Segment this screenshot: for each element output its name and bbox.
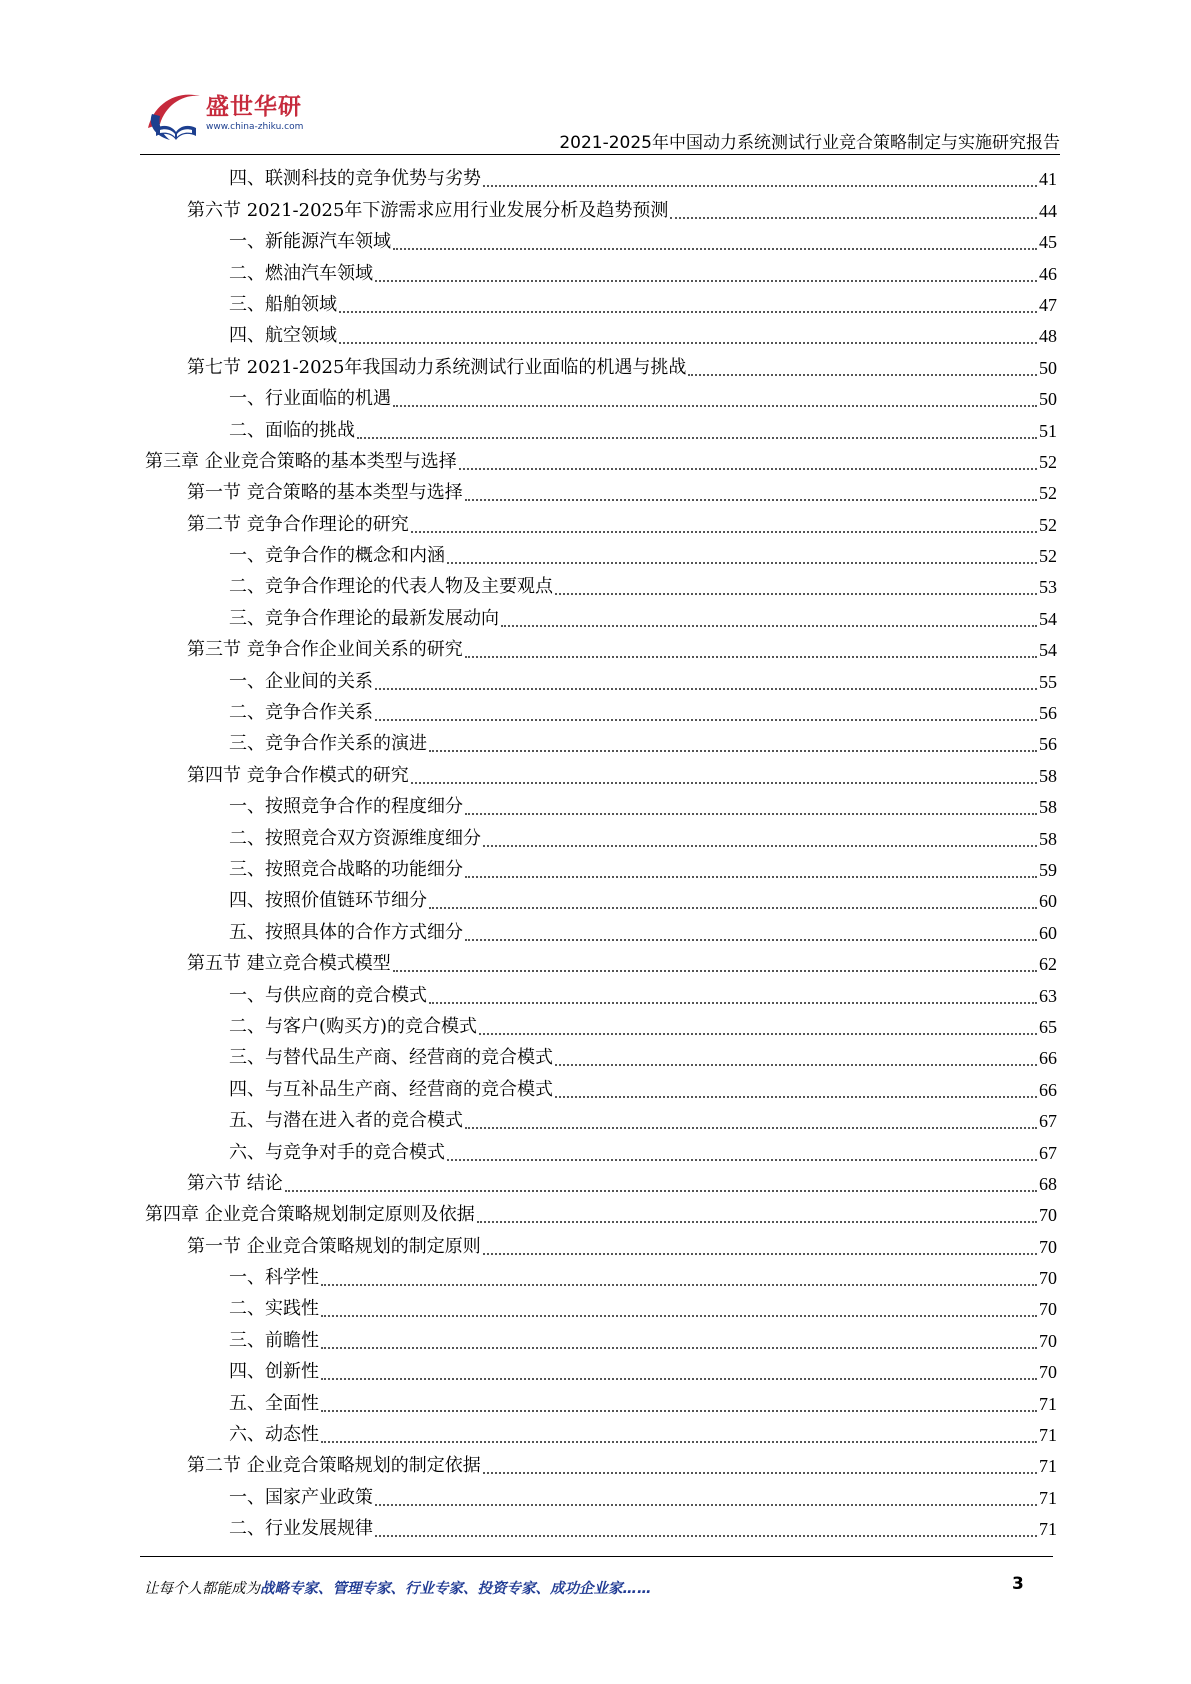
logo-name: 盛世华研 — [206, 94, 302, 120]
toc-entry[interactable] — [145, 976, 1057, 1007]
toc-entry-page: 60 — [1039, 891, 1057, 912]
toc-entry-page: 59 — [1039, 859, 1057, 880]
page-number: 3 — [1012, 1574, 1024, 1594]
toc-entry-title: 四、与互补品生产商、经营商的竞合模式 — [229, 1078, 553, 1100]
toc-dot-leader — [429, 1002, 1037, 1004]
toc-dot-leader — [411, 782, 1037, 784]
toc-dot-leader — [555, 1096, 1037, 1098]
toc-entry-title: 二、行业发展规律 — [229, 1518, 373, 1540]
toc-entry-page: 52 — [1039, 483, 1057, 504]
toc-entry-page: 56 — [1039, 703, 1057, 724]
toc-entry-page: 52 — [1039, 546, 1057, 567]
toc-entry-title: 三、竞争合作理论的最新发展动向 — [229, 607, 499, 629]
toc-entry[interactable] — [145, 1478, 1057, 1509]
toc-dot-leader — [411, 531, 1037, 533]
book-swoosh-icon — [140, 84, 204, 148]
toc-entry-title: 六、动态性 — [229, 1424, 319, 1446]
toc-entry[interactable] — [145, 1227, 1057, 1258]
toc-dot-leader — [321, 1315, 1037, 1317]
toc-dot-leader — [465, 499, 1037, 501]
toc-entry[interactable] — [145, 254, 1057, 285]
toc-entry-page: 54 — [1039, 608, 1057, 629]
toc-entry[interactable] — [145, 1102, 1057, 1133]
footer-slogan — [144, 1577, 652, 1598]
toc-dot-leader — [429, 907, 1037, 909]
toc-dot-leader — [393, 970, 1037, 972]
toc-entry[interactable] — [145, 348, 1057, 379]
toc-entry-page: 65 — [1039, 1016, 1057, 1037]
toc-entry-page: 50 — [1039, 389, 1057, 410]
toc-entry-title: 第三章 企业竞合策略的基本类型与选择 — [145, 450, 457, 472]
toc-entry-page: 71 — [1039, 1456, 1057, 1477]
toc-entry-page: 70 — [1039, 1362, 1057, 1383]
toc-dot-leader — [670, 217, 1037, 219]
toc-entry-page: 70 — [1039, 1236, 1057, 1257]
toc-dot-leader — [483, 1472, 1037, 1474]
toc-entry[interactable] — [145, 505, 1057, 536]
toc-entry-page: 66 — [1039, 1048, 1057, 1069]
toc-entry-page: 71 — [1039, 1519, 1057, 1540]
toc-entry-title: 第二节 企业竞合策略规划的制定依据 — [187, 1455, 481, 1477]
toc-entry[interactable] — [145, 380, 1057, 411]
toc-entry[interactable] — [145, 788, 1057, 819]
toc-entry-title: 一、行业面临的机遇 — [229, 388, 391, 410]
toc-entry-page: 51 — [1039, 420, 1057, 441]
toc-entry-page: 62 — [1039, 954, 1057, 975]
toc-entry-title: 二、竞争合作理论的代表人物及主要观点 — [229, 576, 553, 598]
toc-dot-leader — [483, 1253, 1037, 1255]
toc-entry-title: 六、与竞争对手的竞合模式 — [229, 1141, 445, 1163]
toc-entry-title: 四、按照价值链环节细分 — [229, 890, 427, 912]
toc-entry-title: 一、国家产业政策 — [229, 1486, 373, 1508]
toc-entry[interactable] — [145, 317, 1057, 348]
toc-dot-leader — [447, 562, 1037, 564]
toc-entry-title: 五、按照具体的合作方式细分 — [229, 921, 463, 943]
toc-entry-title: 三、与替代品生产商、经营商的竞合模式 — [229, 1047, 553, 1069]
toc-entry[interactable] — [145, 160, 1057, 191]
toc-dot-leader — [375, 719, 1037, 721]
toc-dot-leader — [465, 813, 1037, 815]
toc-entry-title: 第六节 结论 — [187, 1172, 283, 1194]
toc-dot-leader — [393, 248, 1037, 250]
toc-entry-title: 二、燃油汽车领域 — [229, 262, 373, 284]
page-header — [140, 78, 1060, 158]
toc-entry-title: 一、按照竞争合作的程度细分 — [229, 796, 463, 818]
toc-entry[interactable] — [145, 945, 1057, 976]
toc-entry-page: 63 — [1039, 985, 1057, 1006]
toc-dot-leader — [339, 311, 1037, 313]
toc-entry-title: 一、企业间的关系 — [229, 670, 373, 692]
toc-dot-leader — [375, 1535, 1037, 1537]
toc-dot-leader — [465, 656, 1037, 658]
toc-entry[interactable] — [145, 1321, 1057, 1352]
toc-dot-leader — [285, 1190, 1037, 1192]
toc-entry-title: 四、创新性 — [229, 1361, 319, 1383]
toc-entry-page: 41 — [1039, 169, 1057, 190]
toc-entry[interactable] — [145, 882, 1057, 913]
toc-entry-page: 70 — [1039, 1299, 1057, 1320]
toc-entry-title: 二、按照竞合双方资源维度细分 — [229, 827, 481, 849]
toc-entry-page: 46 — [1039, 263, 1057, 284]
footer-slogan-prefix: 让每个人都能成为 — [144, 1581, 260, 1597]
toc-dot-leader — [465, 939, 1037, 941]
toc-dot-leader — [555, 593, 1037, 595]
toc-dot-leader — [339, 342, 1037, 344]
toc-entry[interactable] — [145, 1008, 1057, 1039]
toc-entry-title: 四、航空领域 — [229, 325, 337, 347]
toc-dot-leader — [477, 1221, 1037, 1223]
toc-dot-leader — [501, 625, 1037, 627]
toc-entry-page: 70 — [1039, 1205, 1057, 1226]
toc-entry-title: 第二节 竞争合作理论的研究 — [187, 513, 409, 535]
toc-entry[interactable] — [145, 913, 1057, 944]
toc-entry-title: 五、全面性 — [229, 1392, 319, 1414]
toc-entry-page: 71 — [1039, 1393, 1057, 1414]
toc-entry-title: 第四章 企业竞合策略规划制定原则及依据 — [145, 1204, 475, 1226]
toc-entry-page: 66 — [1039, 1079, 1057, 1100]
toc-entry[interactable] — [145, 1133, 1057, 1164]
toc-dot-leader — [447, 1159, 1037, 1161]
toc-dot-leader — [465, 876, 1037, 878]
toc-dot-leader — [321, 1441, 1037, 1443]
toc-entry[interactable] — [145, 1416, 1057, 1447]
toc-entry-page: 53 — [1039, 577, 1057, 598]
footer-divider — [140, 1556, 1053, 1557]
toc-entry-title: 第五节 建立竞合模式模型 — [187, 953, 391, 975]
toc-entry-page: 58 — [1039, 797, 1057, 818]
toc-entry[interactable] — [145, 1384, 1057, 1415]
toc-dot-leader — [375, 688, 1037, 690]
toc-entry[interactable] — [145, 725, 1057, 756]
toc-entry-title: 第四节 竞争合作模式的研究 — [187, 764, 409, 786]
toc-entry-title: 三、竞争合作关系的演进 — [229, 733, 427, 755]
toc-dot-leader — [483, 845, 1037, 847]
toc-entry[interactable] — [145, 1196, 1057, 1227]
toc-dot-leader — [459, 468, 1037, 470]
toc-entry-title: 第七节 2021-2025年我国动力系统测试行业面临的机遇与挑战 — [187, 356, 687, 378]
toc-dot-leader — [479, 1033, 1037, 1035]
toc-entry-title: 三、船舶领域 — [229, 293, 337, 315]
toc-entry[interactable] — [145, 819, 1057, 850]
toc-entry-title: 一、科学性 — [229, 1267, 319, 1289]
toc-entry-page: 67 — [1039, 1111, 1057, 1132]
toc-entry-page: 48 — [1039, 326, 1057, 347]
table-of-contents — [145, 160, 1057, 1541]
toc-dot-leader — [483, 185, 1037, 187]
toc-entry-title: 第一节 企业竞合策略规划的制定原则 — [187, 1235, 481, 1257]
toc-dot-leader — [321, 1410, 1037, 1412]
toc-entry-title: 二、面临的挑战 — [229, 419, 355, 441]
toc-entry[interactable] — [145, 599, 1057, 630]
toc-dot-leader — [465, 1127, 1037, 1129]
toc-entry[interactable] — [145, 1165, 1057, 1196]
toc-entry-title: 四、联测科技的竞争优势与劣势 — [229, 168, 481, 190]
toc-entry-page: 67 — [1039, 1142, 1057, 1163]
toc-entry-page: 60 — [1039, 922, 1057, 943]
toc-entry[interactable] — [145, 694, 1057, 725]
toc-entry-title: 一、新能源汽车领域 — [229, 231, 391, 253]
toc-entry-title: 二、竞争合作关系 — [229, 702, 373, 724]
toc-entry[interactable] — [145, 411, 1057, 442]
toc-entry[interactable] — [145, 1259, 1057, 1290]
toc-entry-title: 一、与供应商的竞合模式 — [229, 984, 427, 1006]
toc-entry[interactable] — [145, 662, 1057, 693]
toc-entry-title: 五、与潜在进入者的竞合模式 — [229, 1110, 463, 1132]
toc-entry-page: 47 — [1039, 294, 1057, 315]
toc-entry-title: 二、实践性 — [229, 1298, 319, 1320]
toc-entry[interactable] — [145, 631, 1057, 662]
footer-slogan-highlight: 战略专家、管理专家、行业专家、投资专家、成功企业家…… — [260, 1581, 652, 1597]
toc-entry[interactable] — [145, 223, 1057, 254]
logo-url: www.china-zhiku.com — [206, 122, 304, 132]
toc-entry[interactable] — [145, 851, 1057, 882]
toc-entry-title: 一、竞争合作的概念和内涵 — [229, 545, 445, 567]
toc-entry[interactable] — [145, 568, 1057, 599]
header-divider — [140, 154, 1060, 155]
toc-dot-leader — [357, 437, 1037, 439]
toc-entry[interactable] — [145, 1290, 1057, 1321]
toc-entry[interactable] — [145, 1510, 1057, 1541]
toc-entry-page: 71 — [1039, 1487, 1057, 1508]
toc-entry-title: 三、按照竞合战略的功能细分 — [229, 858, 463, 880]
toc-dot-leader — [321, 1347, 1037, 1349]
toc-entry-title: 二、与客户(购买方)的竞合模式 — [229, 1015, 478, 1037]
toc-entry[interactable] — [145, 474, 1057, 505]
toc-entry[interactable] — [145, 756, 1057, 787]
toc-entry-page: 71 — [1039, 1425, 1057, 1446]
report-title: 2021-2025年中国动力系统测试行业竞合策略制定与实施研究报告 — [559, 133, 1060, 153]
toc-dot-leader — [429, 750, 1037, 752]
toc-entry-page: 55 — [1039, 671, 1057, 692]
toc-entry[interactable] — [145, 537, 1057, 568]
toc-entry-title: 第六节 2021-2025年下游需求应用行业发展分析及趋势预测 — [187, 199, 669, 221]
toc-entry-page: 50 — [1039, 357, 1057, 378]
toc-entry-page: 54 — [1039, 640, 1057, 661]
toc-entry-page: 52 — [1039, 514, 1057, 535]
toc-dot-leader — [393, 405, 1037, 407]
toc-dot-leader — [375, 280, 1037, 282]
toc-entry[interactable] — [145, 1353, 1057, 1384]
toc-entry-page: 58 — [1039, 828, 1057, 849]
toc-dot-leader — [555, 1064, 1037, 1066]
company-logo — [140, 84, 304, 148]
toc-entry[interactable] — [145, 1070, 1057, 1101]
toc-entry-page: 68 — [1039, 1173, 1057, 1194]
toc-entry[interactable] — [145, 443, 1057, 474]
toc-dot-leader — [321, 1284, 1037, 1286]
toc-entry-page: 70 — [1039, 1268, 1057, 1289]
toc-dot-leader — [375, 1504, 1037, 1506]
toc-entry-page: 70 — [1039, 1330, 1057, 1351]
toc-entry[interactable] — [145, 1447, 1057, 1478]
toc-entry-title: 三、前瞻性 — [229, 1329, 319, 1351]
toc-dot-leader — [688, 374, 1037, 376]
toc-entry-page: 56 — [1039, 734, 1057, 755]
toc-entry-page: 44 — [1039, 200, 1057, 221]
toc-entry[interactable] — [145, 1039, 1057, 1070]
toc-entry[interactable] — [145, 286, 1057, 317]
toc-entry-page: 52 — [1039, 451, 1057, 472]
toc-dot-leader — [321, 1378, 1037, 1380]
toc-entry-title: 第三节 竞争合作企业间关系的研究 — [187, 639, 463, 661]
toc-entry[interactable] — [145, 191, 1057, 222]
toc-entry-title: 第一节 竞合策略的基本类型与选择 — [187, 482, 463, 504]
toc-entry-page: 45 — [1039, 232, 1057, 253]
toc-entry-page: 58 — [1039, 765, 1057, 786]
